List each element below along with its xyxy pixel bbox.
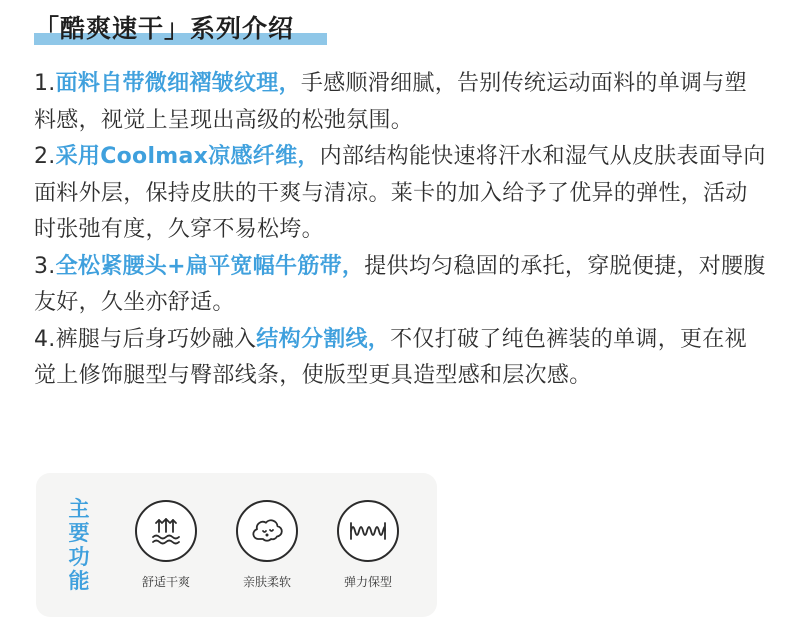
paragraph-text: 手感顺滑细腻，告别传统运动面料的单调与塑料感，视觉上呈现出高级的松弛氛围。 [34,71,747,133]
quick-dry-icon [135,500,197,562]
paragraph-text: 提供均匀稳固的承托，穿脱便捷，对腰腹友好，久坐亦舒适。 [34,253,766,315]
section-title: 「酷爽速干」系列介绍 [34,14,295,43]
paragraph-text: 内部结构能快速将汗水和湿气从皮肤表面导向面料外层，保持皮肤的干爽与清凉。莱卡的加入给予了优异的弹性，活动时张弛有度，久穿不易松垮。 [34,144,766,242]
feature-label: 弹力保型 [343,575,392,589]
feature-label: 亲肤柔软 [242,575,291,589]
paragraph-pre-text: 裤腿与后身巧妙融入 [55,326,257,352]
feature-soft [217,500,317,590]
paragraph-number: 3. [34,253,56,279]
feature-quick-dry [116,500,216,590]
main-features-card [36,473,437,617]
paragraph-3 [34,249,769,322]
feature-elastic [318,500,418,590]
paragraph-highlight: 结构分割线， [256,326,391,352]
paragraph-number: 2. [34,144,56,169]
feature-label: 舒适干爽 [141,575,190,589]
paragraph-highlight: 全松紧腰头+扁平宽幅牛筋带， [55,253,365,279]
features-title: 主要功能 [68,497,90,593]
paragraph-number: 4. [34,326,56,352]
description-content [34,66,769,395]
paragraph-highlight: 采用Coolmax凉感纤维， [55,144,320,169]
paragraph-highlight: 面料自带微细褶皱纹理， [55,71,301,96]
paragraph-text: 不仅打破了纯色裤装的单调，更在视觉上修饰腿型与臀部线条，使版型更具造型感和层次感。 [34,326,747,388]
paragraph-1 [34,66,769,139]
paragraph-4 [34,322,769,395]
section-title-wrap [34,10,294,48]
elastic-spring-icon [337,500,399,562]
paragraph-2 [34,139,769,249]
paragraph-number: 1. [34,71,56,96]
soft-cloud-icon [236,500,298,562]
